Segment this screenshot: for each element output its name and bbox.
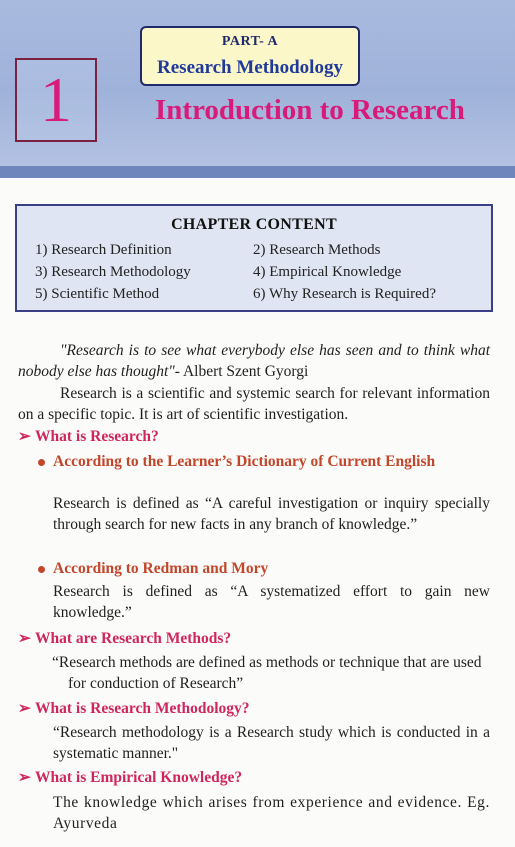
chapter-title: Introduction to Research — [155, 94, 465, 126]
section-heading-empirical-knowledge: ➢ What is Empirical Knowledge? — [18, 769, 243, 786]
section-heading-research-methodology: ➢ What is Research Methodology? — [18, 700, 250, 717]
bullet-dot-icon — [38, 459, 45, 466]
chapter-number-box — [15, 58, 97, 142]
chapter-content-heading: CHAPTER CONTENT — [171, 216, 337, 233]
part-title: Research Methodology — [157, 57, 343, 78]
research-methods-text — [36, 652, 482, 694]
content-item: 3) Research Methodology — [35, 264, 191, 280]
section-heading-research-methods: ➢ What are Research Methods? — [18, 630, 232, 647]
bullet-dot-icon — [38, 566, 45, 573]
intro-paragraph: Research is a scientific and systemic search for relevant information on a specific topic. It is art of scientific investigation. — [18, 385, 490, 423]
empirical-knowledge-text: The knowledge which arises from experience and evidence. Eg. Ayurveda — [53, 794, 490, 832]
content-item: 5) Scientific Method — [35, 286, 160, 302]
epigraph-author: - Albert Szent Gyorgi — [174, 363, 309, 380]
arrow-bullet-icon: ➢ — [18, 428, 31, 445]
content-item: 6) Why Research is Required? — [253, 286, 436, 302]
definition-text: Research is defined as “A systematized effort to gain new knowledge.” — [53, 583, 490, 621]
arrow-bullet-icon: ➢ — [18, 769, 31, 786]
definition-text: Research is defined as “A careful investigation or inquiry specially through search for new facts in any branch of knowledge.” — [53, 495, 490, 533]
header-divider — [0, 166, 515, 178]
content-item: 4) Empirical Knowledge — [253, 264, 402, 280]
arrow-bullet-icon: ➢ — [18, 630, 31, 647]
section-heading-what-is-research: ➢ What is Research? — [18, 428, 159, 445]
arrow-bullet-icon: ➢ — [18, 700, 31, 717]
part-label: PART- A — [221, 34, 279, 49]
definition-source: According to Redman and Mory — [53, 560, 269, 577]
definition-source: According to the Learner’s Dictionary of Current English — [53, 453, 436, 470]
epigraph-quote: "Research is to see what everybody else has seen and to think what nobody else has thought" — [18, 342, 490, 380]
research-methods-definition: “Research methods are defined as methods or technique that are used for conduction of Research” — [52, 654, 482, 692]
chapter-number: 1 — [40, 64, 72, 135]
research-methodology-text: “Research methodology is a Research study which is conducted in a systematic manner." — [53, 724, 490, 762]
chapter-content-box — [15, 204, 493, 312]
content-item: 2) Research Methods — [253, 242, 381, 258]
epigraph — [18, 340, 490, 382]
part-label-box — [140, 26, 360, 86]
content-item: 1) Research Definition — [35, 242, 172, 258]
